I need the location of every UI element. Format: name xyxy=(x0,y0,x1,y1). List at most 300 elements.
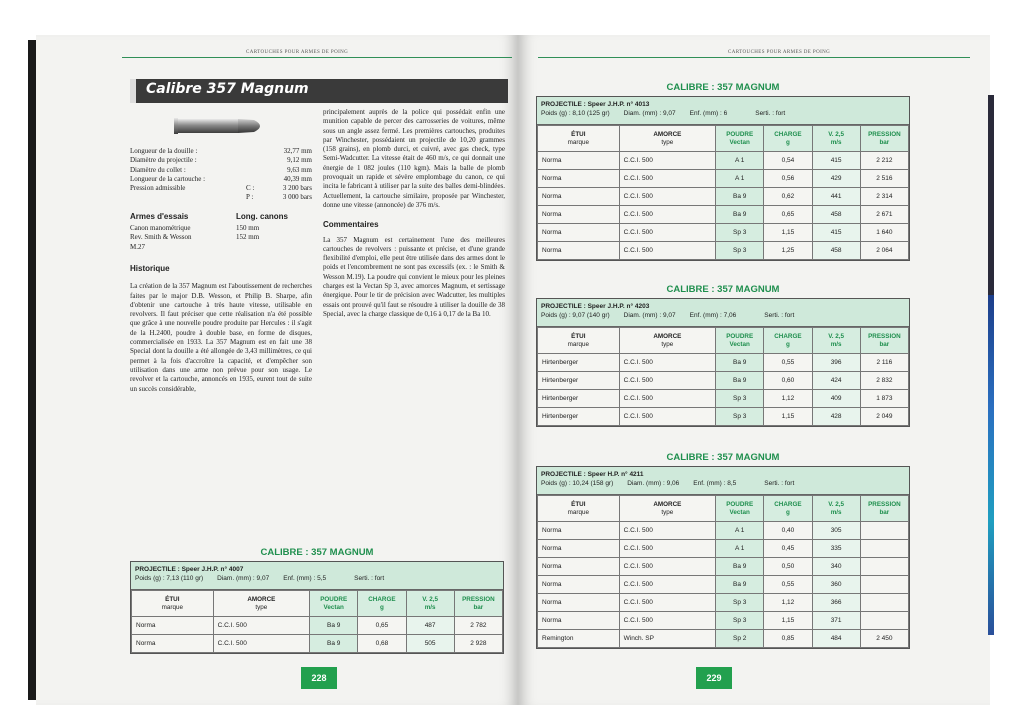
column-header-sub: type xyxy=(661,508,674,516)
armes-heading: Armes d'essais xyxy=(130,211,189,221)
cell-powder: Sp 3 xyxy=(716,594,764,612)
load-table-4007 xyxy=(130,561,504,654)
table-row xyxy=(538,630,909,648)
cell-pressure: 2 782 xyxy=(454,617,502,635)
column-header-title: CHARGE xyxy=(774,130,802,138)
table-row xyxy=(538,594,909,612)
column-header-title: PRESSION xyxy=(868,332,901,340)
column-header-sub: marque xyxy=(567,508,589,516)
cell-velocity: 484 xyxy=(812,630,860,648)
load-data-grid xyxy=(537,495,909,648)
column-header-v xyxy=(812,328,860,354)
projectile-diam: Diam. (mm) : 9,07 xyxy=(217,575,270,582)
table-row xyxy=(538,390,909,408)
spec-unit-label: C : xyxy=(246,184,255,193)
spec-row xyxy=(130,175,312,184)
cell-primer: C.C.I. 500 xyxy=(619,576,715,594)
projectile-serti: Serti. : fort xyxy=(755,110,786,117)
table-heading: CALIBRE : 357 MAGNUM xyxy=(666,284,780,295)
cell-primer: C.C.I. 500 xyxy=(619,558,715,576)
cell-pressure: 2 832 xyxy=(860,372,908,390)
cartridge-illustration xyxy=(174,115,266,137)
cell-powder: Sp 3 xyxy=(716,390,764,408)
table-header-row xyxy=(538,328,909,354)
cell-velocity: 424 xyxy=(812,372,860,390)
table-row xyxy=(538,188,909,206)
column-header-sub: Vectan xyxy=(729,138,750,146)
cell-pressure: 2 314 xyxy=(860,188,908,206)
cell-velocity: 409 xyxy=(812,390,860,408)
column-header-title: PRESSION xyxy=(868,130,901,138)
table-row xyxy=(538,522,909,540)
test-weapon-row xyxy=(130,224,312,233)
load-table-4211 xyxy=(536,466,910,649)
projectile-serti: Serti. : fort xyxy=(764,312,795,319)
cell-velocity: 366 xyxy=(812,594,860,612)
column-header-sub: marque xyxy=(567,138,589,146)
cell-primer: C.C.I. 500 xyxy=(619,408,715,426)
cell-powder: Ba 9 xyxy=(310,617,358,635)
cell-pressure xyxy=(860,594,908,612)
projectile-name: PROJECTILE : Speer H.P. n° 4211 xyxy=(541,471,644,478)
book-edge-dark xyxy=(988,95,994,295)
cell-velocity: 487 xyxy=(406,617,454,635)
column-header-sub: type xyxy=(255,603,268,611)
cell-case-brand: Hirtenberger xyxy=(538,372,620,390)
cell-powder: A 1 xyxy=(716,540,764,558)
cell-powder: Ba 9 xyxy=(716,558,764,576)
projectile-name: PROJECTILE : Speer J.H.P. n° 4203 xyxy=(541,303,650,310)
column-header-title: CHARGE xyxy=(774,500,802,508)
column-header-amorce xyxy=(619,496,715,522)
left-page xyxy=(36,35,518,705)
cell-case-brand: Norma xyxy=(538,540,620,558)
spec-value: 32,77 mm xyxy=(283,147,312,155)
spec-label: Pression admissible xyxy=(130,184,186,193)
commentaires-text: La 357 Magnum est certainement l'une des meilleures cartouches de revolvers : puissante et précise, et d'une grande flexibilité d'emploi, elle peut être utilisée dans des armes dont le poids et l'encombrement ne sont pas excessifs (ex. : le Smith & Wesson M.19). La poudre qui convient le mieux pour les pleines charges est la Vectan Sp 3, avec amorces Magnum, et sertissage énergique. Pour le tir de précision avec Wadcutter, les multiples essais ont prouvé qu'il faut se résoudre à utiliser la douille de 38 Special, avec la charge classique de 0,16 à 0,17 de la Ba 10. xyxy=(323,235,505,318)
column-header-sub: Vectan xyxy=(323,603,344,611)
cell-charge: 0,65 xyxy=(358,617,406,635)
column-header-title: V. 2,5 xyxy=(828,500,845,508)
spec-label: Diamètre du collet : xyxy=(130,165,186,174)
cell-pressure: 2 516 xyxy=(860,170,908,188)
cell-charge: 0,62 xyxy=(764,188,812,206)
column-header-charge xyxy=(764,328,812,354)
column-header-sub: m/s xyxy=(830,138,842,146)
cell-charge: 0,50 xyxy=(764,558,812,576)
column-header-charge xyxy=(764,126,812,152)
cell-charge: 0,56 xyxy=(764,170,812,188)
historique-text: La création de la 357 Magnum est l'aboutissement de recherches faites par le major D.B. Wesson, et Philip B. Sharpe, afin d'obtenir une cartouche à très haute vitesse, utilisable en revolvers. Il faut préciser que cette réalisation n'a été possible que grâce à une nouvelle poudre produite par Hercules : il s'agit de la H.2400, poudre à double base, en forme de disques, commercialisée en 1933. La 357 Magnum est en fait une 38 Special dont la douille a été allongée de 3,43 millimètres, ce qui permet à la fois d'accroître la capacité, et d'empêcher son utilisation dans une arme non prévue pour son usage. Le revolver et la cartouche, annoncés en 1935, eurent tout de suite un succès considérable, xyxy=(130,282,312,393)
load-data-grid xyxy=(537,327,909,426)
cell-primer: C.C.I. 500 xyxy=(619,372,715,390)
load-data-grid xyxy=(131,590,503,653)
page-number-right: 229 xyxy=(696,667,732,689)
projectile-name: PROJECTILE : Speer J.H.P. n° 4007 xyxy=(135,566,244,573)
cell-case-brand: Norma xyxy=(538,594,620,612)
column-header-title: ÉTUI xyxy=(165,595,180,603)
column-header-etui xyxy=(538,496,620,522)
table-row xyxy=(538,576,909,594)
cell-charge: 0,45 xyxy=(764,540,812,558)
cell-velocity: 335 xyxy=(812,540,860,558)
column-header-title: POUDRE xyxy=(726,500,754,508)
column-header-title: POUDRE xyxy=(320,595,348,603)
cell-powder: Ba 9 xyxy=(716,354,764,372)
projectile-enf: Enf. (mm) : 8,5 xyxy=(693,480,737,487)
cell-primer: C.C.I. 500 xyxy=(619,540,715,558)
cell-powder: A 1 xyxy=(716,522,764,540)
spec-label xyxy=(130,193,246,202)
column-header-title: ÉTUI xyxy=(571,500,586,508)
column-header-title: ÉTUI xyxy=(571,130,586,138)
cell-case-brand: Norma xyxy=(538,242,620,260)
cell-charge: 0,68 xyxy=(358,635,406,653)
spec-unit-label xyxy=(246,156,262,165)
table-row xyxy=(538,224,909,242)
cell-primer: Winch. SP xyxy=(619,630,715,648)
column-header-amorce xyxy=(213,591,309,617)
cell-pressure xyxy=(860,558,908,576)
column-header-title: V. 2,5 xyxy=(422,595,439,603)
table-row xyxy=(538,558,909,576)
column-header-title: AMORCE xyxy=(653,130,682,138)
historique-continued: principalement auprès de la police qui possédait enfin une munition capable de percer des carrosseries de voitures, même sous un angle assez fermé. Les premières cartouches, produites par Winchester, possédaient un projectile de 10,20 grammes (158 grains), en plomb durci, et cuivré, avec gas check, type Semi-Wadcutter. La vitesse était de 460 m/s, ce qui donnait une énergie de 1 082 joules (110 kgm). Mais la balle de plomb provoquait un rapide et sévère emplombage du canon, ce qui incita le fabricant à utiliser par la suite des balles demi-blindées. Actuellement, la cartouche similaire, proposée par Winchester, donne une vitesse (annoncée) de 376 m/s. xyxy=(323,108,505,209)
column-header-sub: marque xyxy=(567,340,589,348)
projectile-diam: Diam. (mm) : 9,07 xyxy=(623,312,676,319)
cell-primer: C.C.I. 500 xyxy=(619,170,715,188)
projectile-poids: Poids (g) : 8,10 (125 gr) xyxy=(541,110,610,117)
cell-pressure: 2 671 xyxy=(860,206,908,224)
cell-case-brand: Norma xyxy=(538,576,620,594)
projectile-serti: Serti. : fort xyxy=(354,575,385,582)
table-row xyxy=(538,540,909,558)
table-heading: CALIBRE : 357 MAGNUM xyxy=(666,82,780,93)
cell-pressure: 2 049 xyxy=(860,408,908,426)
cell-charge: 0,65 xyxy=(764,206,812,224)
load-table-4203 xyxy=(536,298,910,427)
cell-pressure: 2 450 xyxy=(860,630,908,648)
projectile-name: PROJECTILE : Speer J.H.P. n° 4013 xyxy=(541,101,650,108)
spec-row xyxy=(130,156,312,165)
cell-pressure: 2 116 xyxy=(860,354,908,372)
column-header-sub: bar xyxy=(879,138,890,146)
cell-charge: 0,60 xyxy=(764,372,812,390)
column-header-poudre xyxy=(310,591,358,617)
cell-case-brand: Norma xyxy=(538,612,620,630)
cell-powder: Sp 2 xyxy=(716,630,764,648)
column-header-title: AMORCE xyxy=(653,500,682,508)
test-weapons-header xyxy=(130,212,312,221)
column-header-title: PRESSION xyxy=(868,500,901,508)
spec-unit-label xyxy=(246,147,262,156)
cell-velocity: 360 xyxy=(812,576,860,594)
column-header-etui xyxy=(538,328,620,354)
projectile-diam: Diam. (mm) : 9,06 xyxy=(627,480,680,487)
spec-row xyxy=(130,166,312,175)
cell-case-brand: Norma xyxy=(132,617,214,635)
table-row xyxy=(538,354,909,372)
cell-powder: Sp 3 xyxy=(716,242,764,260)
cell-charge: 0,85 xyxy=(764,630,812,648)
projectile-poids: Poids (g) : 7,13 (110 gr) xyxy=(135,575,204,582)
column-header-sub: Vectan xyxy=(729,508,750,516)
column-header-sub: g xyxy=(785,508,790,516)
specs-list xyxy=(130,147,312,203)
table-row xyxy=(538,372,909,390)
cell-pressure xyxy=(860,540,908,558)
cell-powder: Ba 9 xyxy=(310,635,358,653)
cell-primer: C.C.I. 500 xyxy=(619,354,715,372)
spec-label: Longueur de la douille : xyxy=(130,147,198,155)
cell-charge: 0,54 xyxy=(764,152,812,170)
spec-row xyxy=(130,147,312,156)
projectile-poids: Poids (g) : 9,07 (140 gr) xyxy=(541,312,610,319)
projectile-enf: Enf. (mm) : 6 xyxy=(689,110,728,117)
column-header-etui xyxy=(132,591,214,617)
projectile-diam: Diam. (mm) : 9,07 xyxy=(623,110,676,117)
cell-velocity: 428 xyxy=(812,408,860,426)
cell-charge: 0,55 xyxy=(764,354,812,372)
header-rule xyxy=(122,57,512,58)
cell-pressure: 2 064 xyxy=(860,242,908,260)
cell-powder: Ba 9 xyxy=(716,372,764,390)
projectile-specs xyxy=(541,479,905,488)
cell-velocity: 340 xyxy=(812,558,860,576)
cell-case-brand: Norma xyxy=(538,170,620,188)
cell-pressure xyxy=(860,612,908,630)
column-header-sub: bar xyxy=(879,340,890,348)
cell-primer: C.C.I. 500 xyxy=(619,390,715,408)
running-head: CARTOUCHES POUR ARMES DE POING xyxy=(246,50,349,55)
cell-charge: 1,25 xyxy=(764,242,812,260)
cell-case-brand: Norma xyxy=(132,635,214,653)
cell-case-brand: Norma xyxy=(538,522,620,540)
cell-primer: C.C.I. 500 xyxy=(619,242,715,260)
barrel-length-heading: Long. canons xyxy=(236,211,288,221)
cell-pressure: 2 928 xyxy=(454,635,502,653)
cell-charge: 1,12 xyxy=(764,594,812,612)
header-rule-right xyxy=(538,57,970,58)
column-header-sub: bar xyxy=(879,508,890,516)
column-header-amorce xyxy=(619,328,715,354)
cell-case-brand: Norma xyxy=(538,558,620,576)
column-header-charge xyxy=(764,496,812,522)
cell-charge: 1,15 xyxy=(764,408,812,426)
spec-row xyxy=(130,193,312,202)
spec-value: 3 200 bars xyxy=(282,184,312,193)
spec-value: 9,63 mm xyxy=(287,165,312,174)
table-row xyxy=(538,408,909,426)
cell-velocity: 415 xyxy=(812,152,860,170)
column-header-title: V. 2,5 xyxy=(828,332,845,340)
spec-label: Longueur de la cartouche : xyxy=(130,174,206,183)
specs-column xyxy=(130,147,312,394)
cell-velocity: 415 xyxy=(812,224,860,242)
cell-primer: C.C.I. 500 xyxy=(213,635,309,653)
column-header-pression xyxy=(860,328,908,354)
column-header-v xyxy=(812,496,860,522)
cell-powder: A 1 xyxy=(716,170,764,188)
column-header-sub: Vectan xyxy=(729,340,750,348)
column-header-title: AMORCE xyxy=(653,332,682,340)
column-header-sub: m/s xyxy=(830,340,842,348)
cell-pressure: 1 873 xyxy=(860,390,908,408)
table-heading: CALIBRE : 357 MAGNUM xyxy=(260,547,374,558)
table-header-row xyxy=(538,496,909,522)
column-header-sub: g xyxy=(785,138,790,146)
cell-velocity: 505 xyxy=(406,635,454,653)
spec-unit-label xyxy=(246,175,262,184)
column-header-etui xyxy=(538,126,620,152)
cell-charge: 1,15 xyxy=(764,224,812,242)
column-header-sub: type xyxy=(661,340,674,348)
column-header-charge xyxy=(358,591,406,617)
column-header-pression xyxy=(860,126,908,152)
cell-case-brand: Hirtenberger xyxy=(538,390,620,408)
cell-pressure: 1 640 xyxy=(860,224,908,242)
cell-powder: Sp 3 xyxy=(716,612,764,630)
running-head-right: CARTOUCHES POUR ARMES DE POING xyxy=(728,50,831,55)
column-header-sub: type xyxy=(661,138,674,146)
cell-velocity: 458 xyxy=(812,242,860,260)
spec-row xyxy=(130,184,312,193)
projectile-specs xyxy=(541,311,905,320)
cell-velocity: 371 xyxy=(812,612,860,630)
cell-velocity: 441 xyxy=(812,188,860,206)
cell-primer: C.C.I. 500 xyxy=(213,617,309,635)
barrel-length: 150 mm xyxy=(236,224,260,233)
projectile-info xyxy=(537,299,909,327)
cell-case-brand: Hirtenberger xyxy=(538,354,620,372)
column-header-title: ÉTUI xyxy=(571,332,586,340)
column-header-sub: g xyxy=(785,340,790,348)
cell-primer: C.C.I. 500 xyxy=(619,224,715,242)
column-header-sub: marque xyxy=(161,603,183,611)
cell-case-brand: Norma xyxy=(538,224,620,242)
column-header-title: POUDRE xyxy=(726,332,754,340)
cell-powder: Sp 3 xyxy=(716,224,764,242)
column-header-poudre xyxy=(716,496,764,522)
cell-charge: 1,15 xyxy=(764,612,812,630)
projectile-serti: Serti. : fort xyxy=(764,480,795,487)
column-header-title: AMORCE xyxy=(247,595,276,603)
cell-pressure: 2 212 xyxy=(860,152,908,170)
table-row xyxy=(538,170,909,188)
column-header-sub: m/s xyxy=(830,508,842,516)
column-header-title: CHARGE xyxy=(774,332,802,340)
cell-powder: Ba 9 xyxy=(716,576,764,594)
cell-pressure xyxy=(860,576,908,594)
cell-case-brand: Norma xyxy=(538,188,620,206)
column-header-title: PRESSION xyxy=(462,595,495,603)
book-spread xyxy=(28,35,990,705)
spec-unit-label: P : xyxy=(246,193,254,202)
load-table-4013 xyxy=(536,96,910,261)
projectile-enf: Enf. (mm) : 5,5 xyxy=(283,575,327,582)
column-header-v xyxy=(812,126,860,152)
column-header-title: V. 2,5 xyxy=(828,130,845,138)
page-number-left: 228 xyxy=(301,667,337,689)
table-row xyxy=(538,206,909,224)
cell-powder: Ba 9 xyxy=(716,206,764,224)
column-header-title: POUDRE xyxy=(726,130,754,138)
projectile-enf: Enf. (mm) : 7,06 xyxy=(689,312,737,319)
test-weapon-row xyxy=(130,233,312,252)
column-header-sub: bar xyxy=(473,603,484,611)
table-row xyxy=(132,635,503,653)
spec-value: 9,12 mm xyxy=(287,156,312,165)
cell-velocity: 429 xyxy=(812,170,860,188)
cell-primer: C.C.I. 500 xyxy=(619,522,715,540)
chapter-title: Calibre 357 Magnum xyxy=(146,81,309,97)
column-header-sub: g xyxy=(379,603,384,611)
spec-value: 3 000 bars xyxy=(282,193,312,202)
load-data-grid xyxy=(537,125,909,260)
projectile-info xyxy=(537,97,909,125)
test-weapon-name: Rev. Smith & Wesson M.27 xyxy=(130,233,192,251)
cell-primer: C.C.I. 500 xyxy=(619,152,715,170)
text-column-2 xyxy=(323,108,505,319)
table-heading: CALIBRE : 357 MAGNUM xyxy=(666,452,780,463)
cell-primer: C.C.I. 500 xyxy=(619,594,715,612)
column-header-poudre xyxy=(716,328,764,354)
cell-charge: 0,40 xyxy=(764,522,812,540)
cell-velocity: 458 xyxy=(812,206,860,224)
cell-case-brand: Hirtenberger xyxy=(538,408,620,426)
historique-heading: Historique xyxy=(130,263,170,273)
table-row xyxy=(538,152,909,170)
commentaires-heading: Commentaires xyxy=(323,220,379,230)
projectile-info xyxy=(537,467,909,495)
column-header-v xyxy=(406,591,454,617)
column-header-sub: m/s xyxy=(424,603,436,611)
table-header-row xyxy=(132,591,503,617)
cell-pressure xyxy=(860,522,908,540)
column-header-amorce xyxy=(619,126,715,152)
cell-case-brand: Norma xyxy=(538,152,620,170)
projectile-info xyxy=(131,562,503,590)
test-weapons-list xyxy=(130,224,312,252)
cell-primer: C.C.I. 500 xyxy=(619,188,715,206)
right-page xyxy=(518,35,990,705)
spec-value: 40,39 mm xyxy=(283,174,312,183)
cell-powder: Sp 3 xyxy=(716,408,764,426)
spec-unit-label xyxy=(246,166,262,175)
barrel-length: 152 mm xyxy=(236,233,260,242)
cell-primer: C.C.I. 500 xyxy=(619,206,715,224)
chapter-title-bar xyxy=(130,79,508,103)
column-header-poudre xyxy=(716,126,764,152)
projectile-specs xyxy=(541,109,905,118)
projectile-specs xyxy=(135,574,499,583)
cell-charge: 0,55 xyxy=(764,576,812,594)
cell-charge: 1,12 xyxy=(764,390,812,408)
cell-case-brand: Remington xyxy=(538,630,620,648)
cell-velocity: 305 xyxy=(812,522,860,540)
projectile-poids: Poids (g) : 10,24 (158 gr) xyxy=(541,480,614,487)
cell-powder: A 1 xyxy=(716,152,764,170)
test-weapon-name: Canon manométrique xyxy=(130,224,191,233)
column-header-pression xyxy=(454,591,502,617)
book-edge-blue xyxy=(988,295,994,635)
cell-case-brand: Norma xyxy=(538,206,620,224)
table-row xyxy=(538,242,909,260)
table-header-row xyxy=(538,126,909,152)
table-row xyxy=(132,617,503,635)
cell-velocity: 396 xyxy=(812,354,860,372)
cell-primer: C.C.I. 500 xyxy=(619,612,715,630)
